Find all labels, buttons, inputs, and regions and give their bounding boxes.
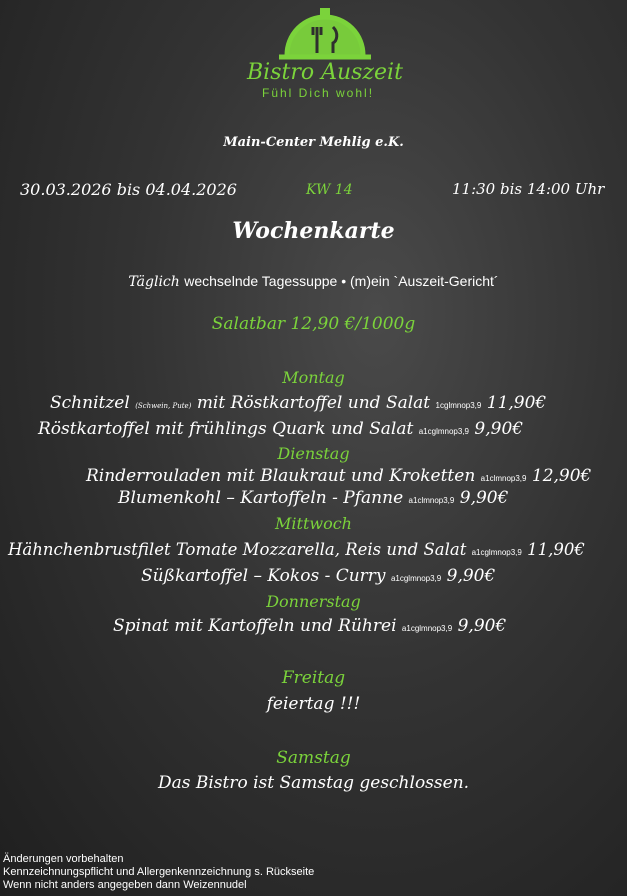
- footer-line: Änderungen vorbehalten: [3, 853, 124, 865]
- dish-name: Rinderrouladen mit Blaukraut und Kroketten: [86, 466, 476, 486]
- menu-item: [50, 393, 546, 413]
- daily-prefix: Täglich: [128, 274, 180, 290]
- footer-line: Kennzeichnungspflicht und Allergenkennzeichnung s. Rückseite: [3, 866, 315, 878]
- allergen-codes: a1cglmnop3,9: [390, 574, 442, 583]
- day-heading-freitag: Freitag: [281, 668, 346, 688]
- dish-description: mit Röstkartoffel und Salat: [196, 393, 431, 413]
- allergen-codes: a1clmnop3,9: [408, 496, 455, 505]
- day-heading-samstag: Samstag: [276, 748, 351, 768]
- dish-price: 9,90€: [446, 566, 496, 586]
- opening-hours: 11:30 bis 14:00 Uhr: [452, 180, 605, 198]
- menu-item: [8, 540, 585, 559]
- dish-name: Schnitzel: [50, 393, 130, 413]
- dish-name: Spinat mit Kartoffeln und Rührei: [113, 616, 397, 636]
- company-name: Main-Center Mehlig e.K.: [223, 135, 404, 150]
- dish-price: 9,90€: [457, 616, 507, 636]
- dish-name: Süßkartoffel – Kokos - Curry: [141, 566, 386, 586]
- menu-item: [141, 566, 495, 586]
- allergen-codes: a1cglmnop3,9: [401, 624, 453, 633]
- logo-name: Bistro Auszeit: [247, 60, 403, 85]
- dish-price: 11,90€: [486, 393, 547, 413]
- logo-tagline: Fühl Dich wohl!: [262, 86, 375, 100]
- allergen-codes: a1cglmnop3,9: [471, 548, 522, 557]
- week-number: KW 14: [306, 182, 353, 198]
- dish-price: 9,90€: [474, 419, 524, 439]
- dish-price: 11,90€: [527, 540, 585, 559]
- friday-note: feiertag !!!: [266, 694, 361, 714]
- menu-item: [118, 488, 508, 508]
- day-heading-donnerstag: Donnerstag: [266, 592, 361, 611]
- page-title: Wochenkarte: [232, 218, 395, 244]
- dish-note: (Schwein, Pute): [135, 402, 192, 410]
- daily-text: wechselnde Tagessuppe • (m)ein `Auszeit-Gericht´: [184, 273, 499, 289]
- saturday-note: Das Bistro ist Samstag geschlossen.: [157, 773, 470, 793]
- allergen-codes: a1cglmnop3,9: [418, 427, 469, 436]
- allergen-codes: a1clmnop3,9: [480, 474, 527, 483]
- dish-name: Blumenkohl – Kartoffeln - Pfanne: [118, 488, 404, 508]
- daily-offer: [0, 273, 627, 290]
- dish-price: 12,90€: [531, 466, 592, 486]
- menu-item: [86, 466, 591, 486]
- date-range: 30.03.2026 bis 04.04.2026: [20, 180, 237, 199]
- dish-name: Röstkartoffel mit frühlings Quark und Salat: [38, 419, 414, 439]
- day-heading-dienstag: Dienstag: [277, 444, 350, 463]
- menu-item: [113, 616, 506, 636]
- menu-item: [38, 419, 523, 439]
- day-heading-mittwoch: Mittwoch: [275, 514, 352, 533]
- dish-price: 9,90€: [459, 488, 509, 508]
- salad-bar: Salatbar 12,90 €/1000g: [211, 314, 416, 334]
- dish-name: Hähnchenbrustfilet Tomate Mozzarella, Reis und Salat: [8, 540, 467, 559]
- day-heading-montag: Montag: [282, 368, 345, 387]
- footer-notes: [3, 853, 314, 892]
- allergen-codes: 1cglmnop3,9: [435, 401, 482, 410]
- footer-line: Wenn nicht anders angegeben dann Weizennudel: [3, 879, 247, 891]
